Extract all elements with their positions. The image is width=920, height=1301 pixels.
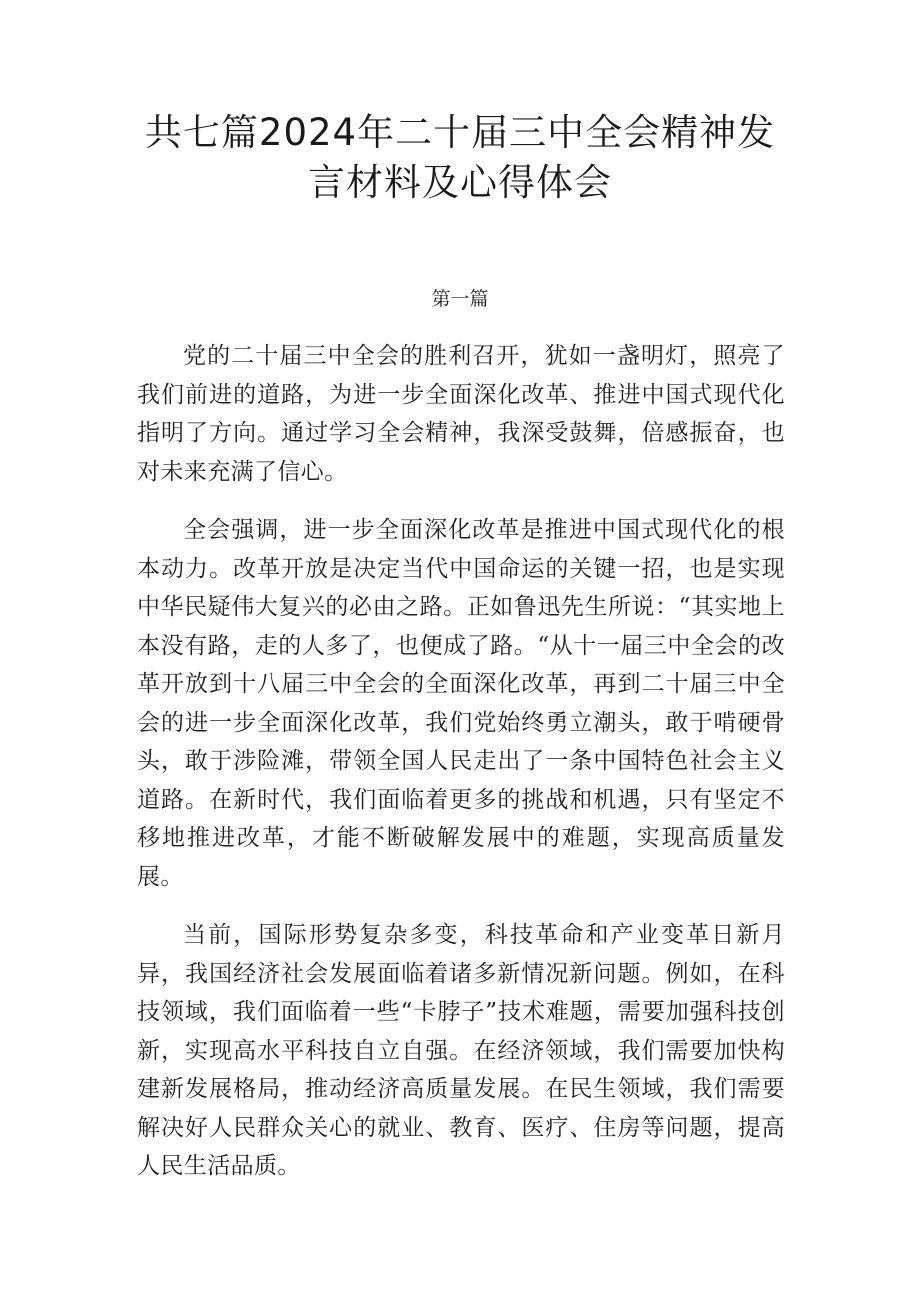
paragraph: 全会强调，进一步全面深化改革是推进中国式现代化的根本动力。改革开放是决定当代中国命运的关键一招，也是实现中华民疑伟大复兴的必由之路。正如鲁迅先生所说：“其实地上本没有路，走的人多了，也便成了路。“从十一届三中全会的改革开放到十八届三中全会的全面深化改革，再到二十届三中全会的进一步全面深化改革，我们党始终勇立潮头，敢于啃硬骨头，敢于涉险滩，带领全国人民走出了一条中国特色社会主义道路。在新时代，我们面临着更多的挑战和机遇，只有坚定不移地推进改革，才能不断破解发展中的难题，实现高质量发展。 xyxy=(137,517,785,890)
paragraph: 党的二十届三中全会的胜利召开，犹如一盏明灯，照亮了我们前进的道路，为进一步全面深化改革、推进中国式现代化指明了方向。通过学习全会精神，我深受鼓舞，倍感振奋，也对未来充满了信心。 xyxy=(137,343,785,485)
section-heading: 第一篇 xyxy=(431,288,489,310)
document-body xyxy=(137,337,785,1206)
document-title: 共七篇2024年二十届三中全会精神发言材料及心得体会 xyxy=(144,111,776,204)
paragraph: 当前，国际形势复杂多变，科技革命和产业变革日新月异，我国经济社会发展面临着诸多新情况新问题。例如，在科技领域，我们面临着一些“卡脖子”技术难题，需要加强科技创新，实现高水平科技自立自强。在经济领域，我们需要加快构建新发展格局，推动经济高质量发展。在民生领域，我们需要解决好人民群众关心的就业、教育、医疗、住房等问题，提高人民生活品质。 xyxy=(137,922,785,1179)
